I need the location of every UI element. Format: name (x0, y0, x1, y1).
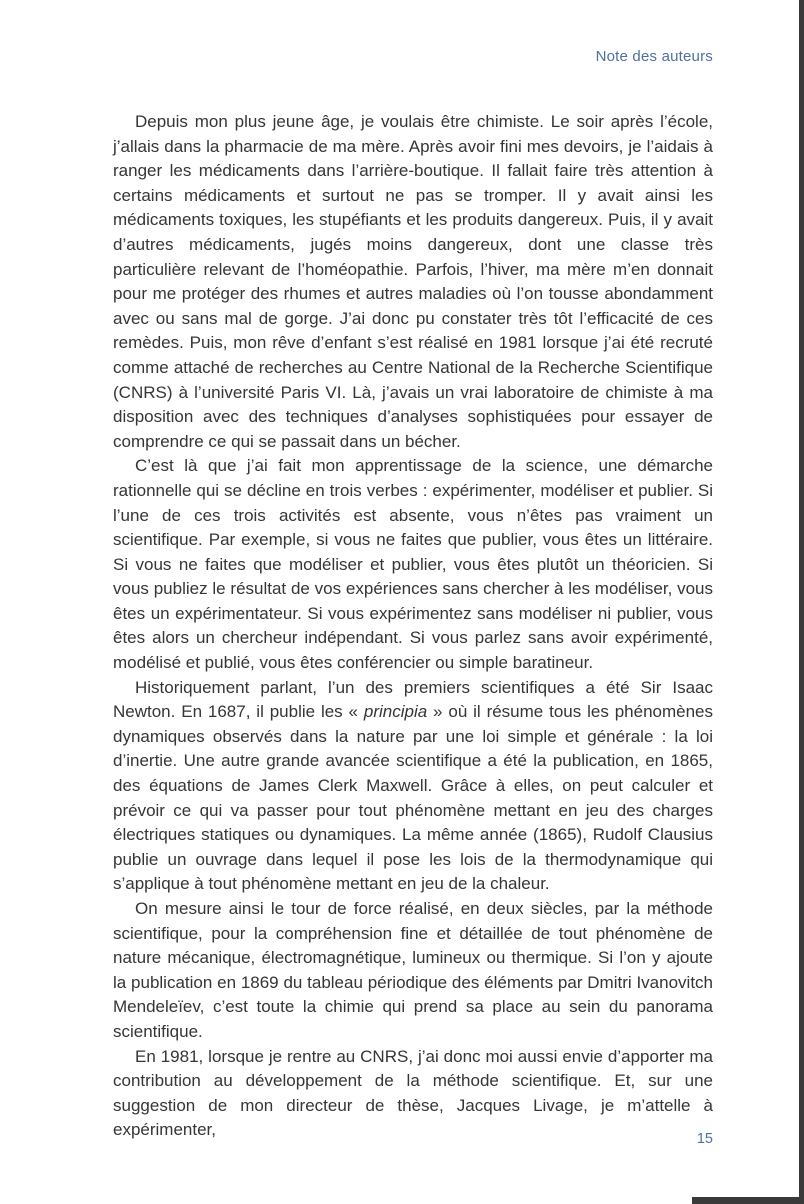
paragraph-1: Depuis mon plus jeune âge, je voulais être chimiste. Le soir après l’école, j’allais dans la pharmacie de ma mère. Après avoir fini mes devoirs, je l’aidais à ranger les médicaments dans l’arrière-boutique. Il fallait faire très attention à certains médicaments et surtout ne pas se tromper. Il y avait ainsi les médicaments toxiques, les stupéfiants et les produits dangereux. Puis, il y avait d’autres médicaments, jugés moins dangereux, dont une classe très particulière relevant de l’homéopathie. Parfois, l’hiver, ma mère m’en donnait pour me protéger des rhumes et autres maladies où l’on tousse abondamment avec ou sans mal de gorge. J’ai donc pu constater très tôt l’efficacité de ces remèdes. Puis, mon rêve d’enfant s’est réalisé en 1981 lorsque j’ai été recruté comme attaché de recherches au Centre National de la Recherche Scientifique (CNRS) à l’université Paris VI. Là, j’avais un vrai laboratoire de chimiste à ma disposition avec des techniques d’analyses sophistiquées pour essayer de comprendre ce qui se passait dans un bécher. (113, 112, 713, 451)
scan-edge-right (799, 0, 804, 1204)
running-header: Note des auteurs (595, 48, 713, 65)
page-number: 15 (696, 1131, 713, 1147)
paragraph-2: C’est là que j’ai fait mon apprentissage de la science, une démarche rationnelle qui se décline en trois verbes : expérimenter, modéliser et publier. Si l’une de ces trois activités est absente, vous n’êtes pas vraiment un scientifique. Par exemple, si vous ne faites que publier, vous êtes un littéraire. Si vous ne faites que modéliser et publier, vous êtes plutôt un théoricien. Si vous publiez le résultat de vos expériences sans chercher à les modéliser, vous êtes un expérimentateur. Si vous expérimentez sans modéliser ni publier, vous êtes alors un chercheur indépendant. Si vous parlez sans avoir expérimenté, modélisé et publié, vous êtes conférencier ou simple baratineur. (113, 456, 713, 673)
paragraph-4: On mesure ainsi le tour de force réalisé, en deux siècles, par la méthode scientifique, pour la compréhension fine et détaillée de tout phénomène de nature mécanique, électromagnétique, lumineux ou thermique. Si l’on y ajoute la publication en 1869 du tableau périodique des éléments par Dmitri Ivanovitch Mendeleïev, c’est toute la chimie qui prend sa place au sein du panorama scientifique. (113, 899, 713, 1041)
italic-term-principia: principia (363, 702, 428, 722)
paragraph-3-text-after: » où il résume tous les phénomènes dynamiques observés dans la nature par une loi simple et générale : la loi d’inertie. Une autre grande avancée scientifique a été la publication, en 1865, des équations de James Clerk Maxwell. Grâce à elles, on peut calculer et prévoir ce qui va passer pour tout phénomène mettant en jeu des charges électriques statiques ou dynamiques. La même année (1865), Rudolf Clausius publie un ouvrage dans lequel il pose les lois de la thermodynamique qui s’applique à tout phénomène mettant en jeu de la chaleur. (113, 702, 714, 894)
paragraph-3 (113, 676, 713, 897)
paragraph-5: En 1981, lorsque je rentre au CNRS, j’ai donc moi aussi envie d’apporter ma contribution au développement de la méthode scientifique. Et, sur une suggestion de mon directeur de thèse, Jacques Livage, je m’attelle à expérimenter, (113, 1046, 713, 1140)
body-text (113, 110, 713, 1143)
scan-edge-bottom (692, 1197, 804, 1204)
paragraph-3-text-before: Historiquement parlant, l’un des premiers scientifiques a été Sir Isaac Newton. En 1687, il publie les « (113, 677, 713, 722)
